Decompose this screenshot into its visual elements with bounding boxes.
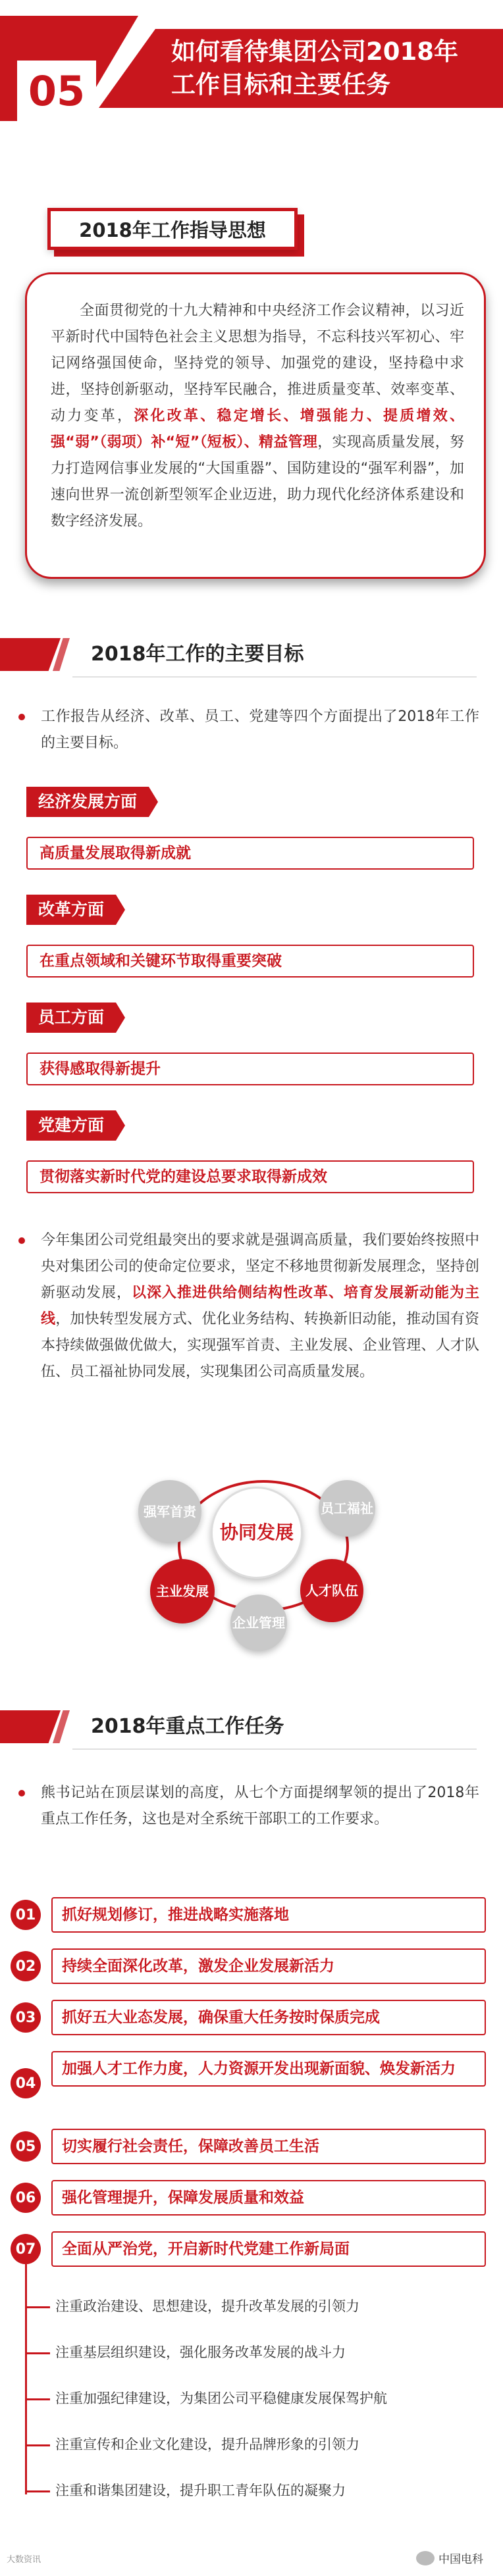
section-divider	[72, 1748, 477, 1750]
goals-paragraph-part1: 今年集团公司党组最突出的要求就是强调高质量，我们要始终按照中央对集团公司的使命定位要求，坚定不移地贯彻新发展理念，坚持创新驱动发展，	[41, 1232, 479, 1301]
task-number-06: 06	[11, 2183, 41, 2213]
page-header	[0, 0, 503, 132]
footer-source: 大数资讯	[7, 2555, 41, 2565]
sub-item-1: 注重政治建设、思想建设，提升改革发展的引领力	[55, 2298, 359, 2314]
page-title-line1: 如何看待集团公司2018年	[171, 37, 458, 66]
tasks-intro	[18, 1780, 479, 1833]
sub-item-5: 注重和谐集团建设，提升职工青年队伍的凝聚力	[55, 2483, 346, 2498]
bullet-dot	[18, 714, 25, 720]
tasks-section-title: 2018年重点工作任务	[91, 1715, 284, 1738]
section-bar	[0, 638, 61, 671]
footer-brand	[416, 2550, 483, 2566]
goals-intro	[18, 704, 479, 756]
goals-section-title: 2018年工作的主要目标	[91, 643, 304, 666]
bullet-dot	[18, 1237, 25, 1244]
sub-item-marker	[26, 2444, 50, 2446]
task-number-03: 03	[11, 2002, 41, 2033]
diagram-node-management: 企业管理	[230, 1595, 287, 1651]
guideline-tab: 2018年工作指导思想	[47, 208, 298, 250]
goals-paragraph	[18, 1227, 479, 1385]
task-04: 加强人才工作力度，人力资源开发出现新面貌、焕发新活力	[51, 2051, 486, 2087]
task-number-01: 01	[11, 1900, 41, 1930]
footer-brand-name: 中国电科	[438, 2553, 483, 2566]
goals-paragraph-highlight: 以深入推进供给侧结构性改革、培育发展新动能为主线	[41, 1285, 479, 1327]
sub-item-marker	[26, 2490, 50, 2492]
goal-text-reform: 在重点领域和关键环节取得重要突破	[26, 945, 474, 978]
section-divider	[72, 676, 477, 678]
sub-item-marker	[26, 2398, 50, 2400]
task-number-07: 07	[11, 2234, 41, 2264]
task-03: 抓好五大业态发展，确保重大任务按时保质完成	[51, 2000, 486, 2035]
sub-item-2: 注重基层组织建设，强化服务改革发展的战斗力	[55, 2344, 346, 2360]
sub-items-connector	[25, 2264, 27, 2494]
diagram-node-military: 强军首责	[138, 1480, 201, 1543]
sub-item-4: 注重宣传和企业文化建设，提升品牌形象的引领力	[55, 2437, 359, 2452]
section-bar	[0, 1710, 61, 1743]
diagram-node-talent: 人才队伍	[300, 1559, 363, 1622]
page-title-line2: 工作目标和主要任务	[171, 70, 390, 99]
task-06: 强化管理提升，保障发展质量和效益	[51, 2180, 486, 2216]
task-05: 切实履行社会责任，保障改善员工生活	[51, 2129, 486, 2164]
goals-intro-text: 工作报告从经济、改革、员工、党建等四个方面提出了2018年工作的主要目标。	[41, 708, 479, 751]
goal-text-economy: 高质量发展取得新成就	[26, 837, 474, 870]
guideline-box	[25, 272, 486, 579]
task-number-02: 02	[11, 1951, 41, 1981]
diagram-center: 协同发展	[211, 1487, 303, 1579]
goals-paragraph-part2: ，加快转型发展方式、优化业务结构、转换新旧动能，推动国有资本持续做强做优做大，实现强军首责、主业发展、企业管理、人才队伍、员工福祉协同发展，实现集团公司高质量发展。	[41, 1311, 479, 1380]
bullet-dot	[18, 1790, 25, 1796]
tasks-section-header	[0, 1704, 503, 1750]
coordination-diagram	[119, 1447, 395, 1651]
goal-text-staff: 获得感取得新提升	[26, 1053, 474, 1085]
goal-text-party: 贯彻落实新时代党的建设总要求取得新成效	[26, 1160, 474, 1193]
task-07: 全面从严治党，开启新时代党建工作新局面	[51, 2231, 486, 2267]
page-title	[171, 36, 500, 101]
guideline-text-part2: ，实现高质量发展，努力打造网信事业发展的“大国重器”、国防建设的“强军利器”，加速向世界一流创新型领军企业迈进，助力现代化经济体系建设和数字经济发展。	[51, 434, 464, 530]
diagram-node-business: 主业发展	[150, 1559, 215, 1623]
task-02: 持续全面深化改革，激发企业发展新活力	[51, 1948, 486, 1984]
guideline-text-part1: 全面贯彻党的十九大精神和中央经济工作会议精神，以习近平新时代中国特色社会主义思想为指导，不忘科技兴军初心、牢记网络强国使命，坚持党的领导、加强党的建设，坚持稳中求进，坚持创新驱动，坚持军民融合，推进质量变革、效率变革、动力变革，	[51, 303, 464, 424]
sub-item-marker	[26, 2352, 50, 2354]
sub-item-marker	[26, 2306, 50, 2308]
goal-tag-economy: 经济发展方面	[26, 787, 149, 817]
task-number-04: 04	[11, 2068, 41, 2098]
page-footer	[0, 2543, 503, 2576]
task-number-05: 05	[11, 2131, 41, 2162]
section-number: 05	[17, 61, 96, 121]
goal-tag-reform: 改革方面	[26, 895, 116, 925]
goal-tag-party: 党建方面	[26, 1110, 116, 1141]
wechat-icon	[416, 2551, 435, 2565]
goal-tag-staff: 员工方面	[26, 1003, 116, 1033]
tasks-intro-text: 熊书记站在顶层谋划的高度，从七个方面提纲挈领的提出了2018年重点工作任务，这也是对全系统干部职工的工作要求。	[41, 1785, 479, 1827]
sub-item-3: 注重加强纪律建设，为集团公司平稳健康发展保驾护航	[55, 2390, 387, 2406]
diagram-node-welfare: 员工福祉	[319, 1480, 375, 1537]
goals-section-header	[0, 632, 503, 678]
guideline-text	[51, 298, 464, 535]
goals-paragraph-text	[18, 1227, 479, 1385]
guideline-text-highlight: 深化改革、稳定增长、增强能力、提质增效、强“弱”（弱项）补“短”（短板）、精益管理	[51, 408, 464, 451]
task-01: 抓好规划修订，推进战略实施落地	[51, 1897, 486, 1933]
